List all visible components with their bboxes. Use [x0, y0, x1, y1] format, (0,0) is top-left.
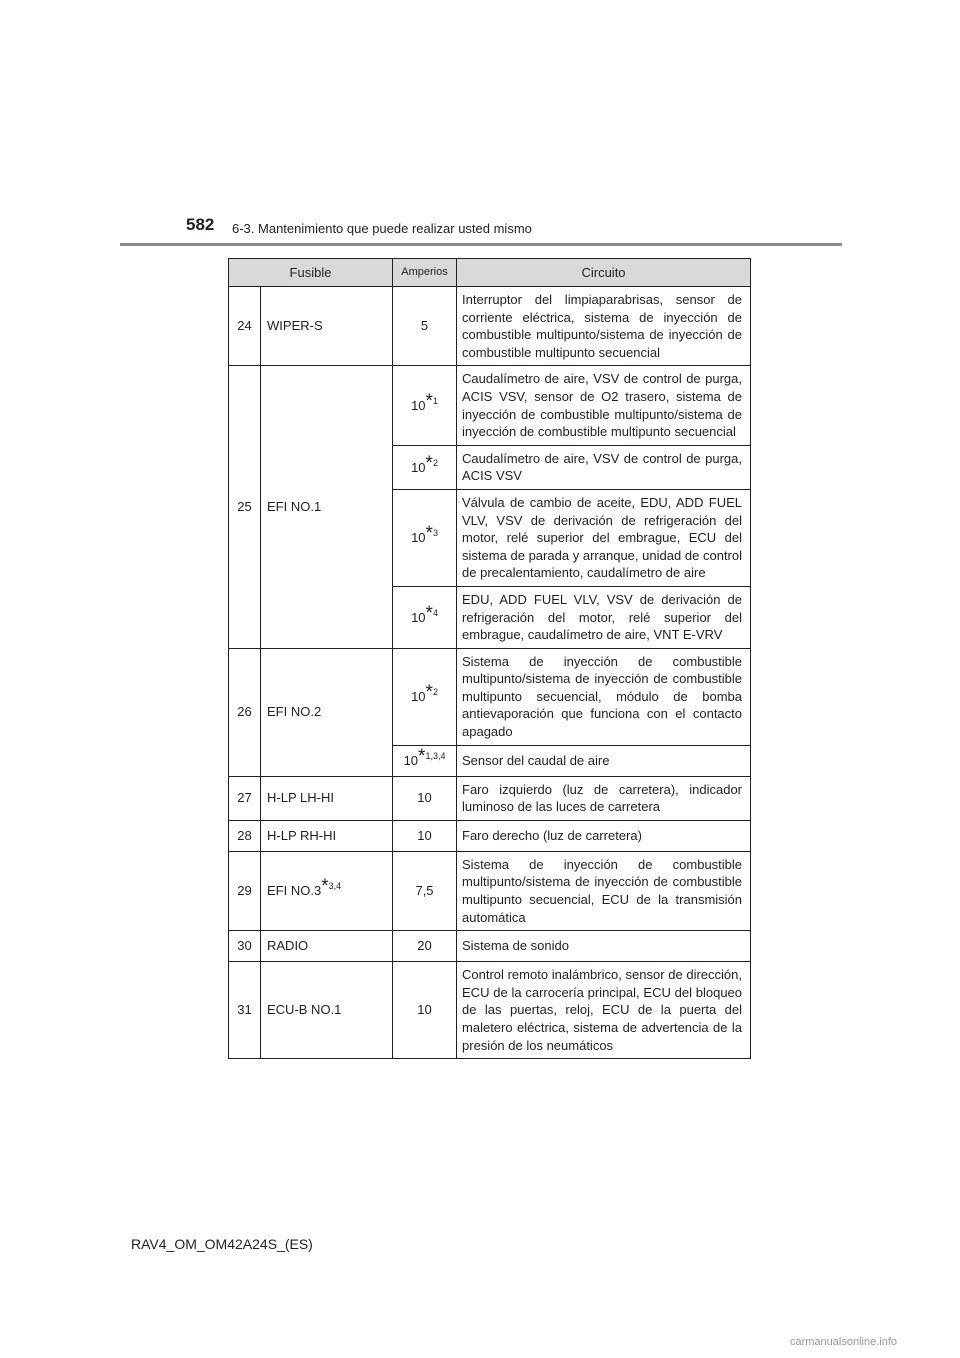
fuse-amps: 7,5 [393, 851, 457, 930]
fuse-table [228, 258, 751, 1059]
fuse-circuit: Control remoto inalámbrico, sensor de dirección, ECU de la carrocería principal, ECU del bloqueo de las puertas, reloj, ECU de la puerta del maletero eléctrica, sistema de advertencia de la presión de los neumáticos [457, 962, 751, 1059]
footnote-star: * [425, 452, 433, 474]
footnote-ref: 1 [432, 395, 438, 406]
fuse-amps: 10*$^{1,3,4}$ [393, 745, 457, 776]
fuse-circuit: Sensor del caudal de aire [457, 745, 751, 776]
fuse-amps: 10 [393, 962, 457, 1059]
table-row [229, 962, 751, 1059]
fuse-amps: 10*$^1$ [393, 366, 457, 445]
fuse-name: WIPER-S [261, 287, 393, 366]
header-amps: Amperios [393, 259, 457, 287]
fuse-number: 24 [229, 287, 261, 366]
document-code: RAV4_OM_OM42A24S_(ES) [131, 1236, 313, 1252]
fuse-amps: 10 [393, 776, 457, 820]
watermark: carmanualsonline.info [790, 1336, 898, 1348]
fuse-number: 25 [229, 366, 261, 648]
fuse-circuit: Sistema de inyección de combustible multipunto/sistema de inyección de combustible multipunto secuencial, ECU de la transmisión automática [457, 851, 751, 930]
table-row [229, 366, 751, 445]
footnote-star: * [425, 523, 433, 545]
fuse-circuit: Caudalímetro de aire, VSV de control de purga, ACIS VSV, sensor de O2 trasero, sistema de inyección de combustible multipunto/sistema de inyección de combustible multipunto secuencial [457, 366, 751, 445]
fuse-circuit: Interruptor del limpiaparabrisas, sensor de corriente eléctrica, sistema de inyección de combustible multipunto/sistema de inyección de combustible multipunto secuencial [457, 287, 751, 366]
footnote-ref: 1,3,4 [425, 750, 446, 761]
table-row [229, 776, 751, 820]
fuse-name: RADIO [261, 931, 393, 962]
fuse-amps: 10*$^4$ [393, 586, 457, 648]
fuse-name: H-LP LH-HI [261, 776, 393, 820]
table-header-row [229, 259, 751, 287]
page-number: 582 [186, 215, 215, 234]
header-divider [120, 243, 842, 246]
fuse-circuit: Válvula de cambio de aceite, EDU, ADD FUEL VLV, VSV de derivación de refrigeración del motor, relé superior del embrague, ECU del sistema de parada y arranque, unidad de control de precalentamiento, caudalímetro de aire [457, 489, 751, 586]
footnote-ref: 4 [432, 607, 438, 618]
fuse-amps: 10 [393, 820, 457, 851]
fuse-amps: 20 [393, 931, 457, 962]
footnote-star: * [321, 876, 329, 898]
header-fuse: Fusible [229, 259, 393, 287]
fuse-number: 28 [229, 820, 261, 851]
fuse-name: EFI NO.1 [261, 366, 393, 648]
fuse-circuit: Faro derecho (luz de carretera) [457, 820, 751, 851]
fuse-number: 27 [229, 776, 261, 820]
section-title: 6-3. Mantenimiento que puede realizar usted mismo [232, 221, 532, 236]
footnote-star: * [418, 745, 426, 767]
fuse-number: 26 [229, 648, 261, 776]
fuse-amps: 5 [393, 287, 457, 366]
table-row [229, 287, 751, 366]
footnote-ref: 2 [432, 686, 438, 697]
fuse-name: H-LP RH-HI [261, 820, 393, 851]
fuse-name: EFI NO.3*$^{3,4}$ [261, 851, 393, 930]
footnote-ref: 3 [432, 528, 438, 539]
footnote-star: * [425, 681, 433, 703]
fuse-amps: 10*$^2$ [393, 648, 457, 745]
footnote-ref: 2 [432, 457, 438, 468]
table-row [229, 648, 751, 745]
fuse-circuit: EDU, ADD FUEL VLV, VSV de derivación de refrigeración del motor, relé superior del embrague, caudalímetro de aire, VNT E-VRV [457, 586, 751, 648]
fuse-number: 29 [229, 851, 261, 930]
footnote-star: * [425, 390, 433, 412]
fuse-name: EFI NO.2 [261, 648, 393, 776]
fuse-circuit: Sistema de inyección de combustible multipunto/sistema de inyección de combustible multipunto secuencial, módulo de bomba antievaporación que funciona con el contacto apagado [457, 648, 751, 745]
table-row [229, 931, 751, 962]
fuse-name: ECU-B NO.1 [261, 962, 393, 1059]
fuse-amps: 10*$^2$ [393, 445, 457, 489]
fuse-circuit: Sistema de sonido [457, 931, 751, 962]
fuse-circuit: Faro izquierdo (luz de carretera), indicador luminoso de las luces de carretera [457, 776, 751, 820]
table-row [229, 851, 751, 930]
fuse-amps: 10*$^3$ [393, 489, 457, 586]
footnote-star: * [425, 602, 433, 624]
fuse-circuit: Caudalímetro de aire, VSV de control de purga, ACIS VSV [457, 445, 751, 489]
header-circuit: Circuito [457, 259, 751, 287]
fuse-number: 30 [229, 931, 261, 962]
fuse-number: 31 [229, 962, 261, 1059]
footnote-ref: 3,4 [328, 881, 342, 892]
table-row [229, 820, 751, 851]
